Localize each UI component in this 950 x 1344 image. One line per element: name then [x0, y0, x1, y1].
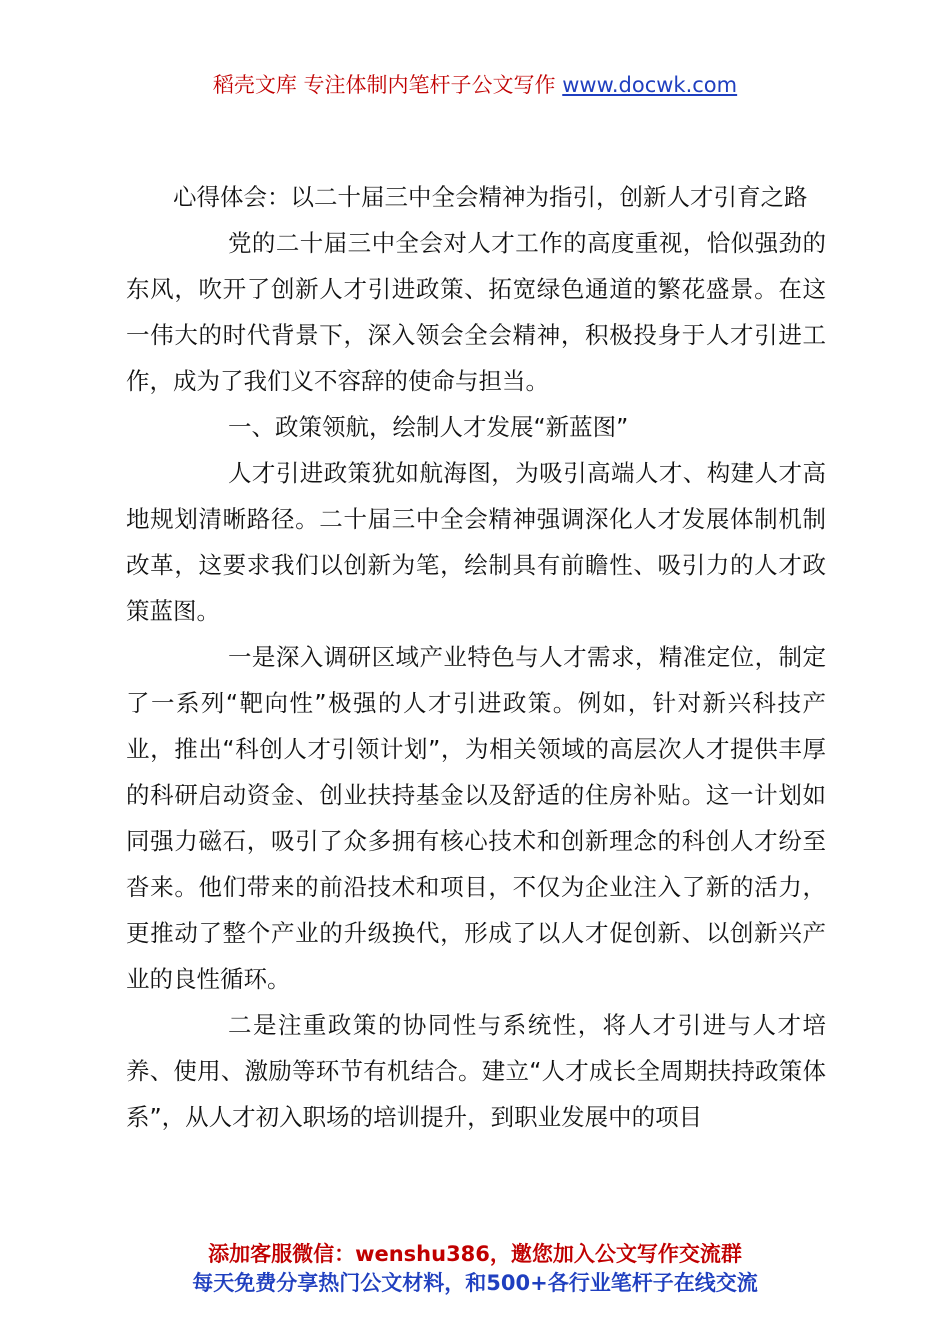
page-footer [0, 1240, 950, 1298]
article-paragraph: 一是深入调研区域产业特色与人才需求，精准定位，制定了一系列“靶向性”极强的人才引进政策。例如，针对新兴科技产业，推出“科创人才引领计划”，为相关领域的高层次人才提供丰厚的科研启动资金、创业扶持基金以及舒适的住房补贴。这一计划如同强力磁石，吸引了众多拥有核心技术和创新理念的科创人才纷至沓来。他们带来的前沿技术和项目，不仅为企业注入了新的活力，更推动了整个产业的升级换代，形成了以人才促创新、以创新兴产业的良性循环。 [126, 643, 826, 993]
page-header [0, 70, 950, 100]
article-body [126, 174, 826, 1140]
footer-contact-line: 添加客服微信：wenshu386，邀您加入公文写作交流群 [208, 1242, 742, 1266]
article-title: 心得体会：以二十届三中全会精神为指引，创新人才引育之路 [173, 183, 808, 211]
footer-promo-line: 每天免费分享热门公文材料，和500+各行业笔杆子在线交流 [192, 1271, 758, 1295]
article-paragraph: 二是注重政策的协同性与系统性，将人才引进与人才培养、使用、激励等环节有机结合。建立“人才成长全周期扶持政策体系”，从人才初入职场的培训提升，到职业发展中的项目 [126, 1011, 826, 1131]
article-paragraph: 党的二十届三中全会对人才工作的高度重视，恰似强劲的东风，吹开了创新人才引进政策、拓宽绿色通道的繁花盛景。在这一伟大的时代背景下，深入领会全会精神，积极投身于人才引进工作，成为了我们义不容辞的使命与担当。 [126, 229, 826, 395]
article-paragraph: 人才引进政策犹如航海图，为吸引高端人才、构建人才高地规划清晰路径。二十届三中全会精神强调深化人才发展体制机制改革，这要求我们以创新为笔，绘制具有前瞻性、吸引力的人才政策蓝图。 [126, 459, 826, 625]
section-heading: 一、政策领航，绘制人才发展“新蓝图” [228, 413, 629, 441]
header-brand-text: 稻壳文库 专注体制内笔杆子公文写作 [212, 73, 556, 97]
header-site-link[interactable]: www.docwk.com [562, 73, 738, 97]
